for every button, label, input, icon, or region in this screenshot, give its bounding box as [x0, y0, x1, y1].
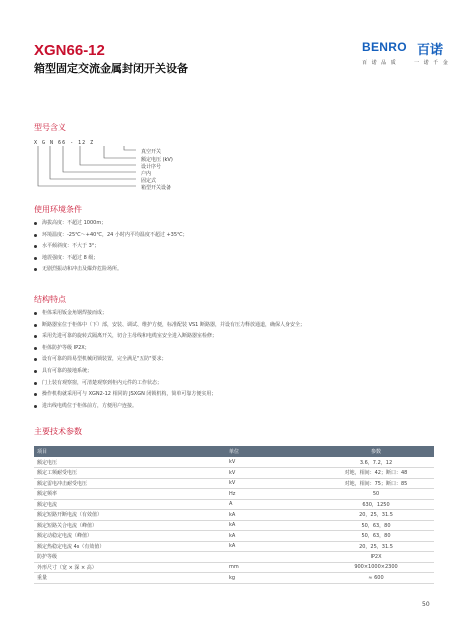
- table-row: [34, 541, 434, 552]
- table-row: [34, 468, 434, 479]
- table-cell: 防护等级: [34, 552, 226, 563]
- code-bracket: [104, 146, 136, 158]
- top-bar: [0, 0, 468, 8]
- table-cell: 额定短路开断电流（有效值）: [34, 510, 226, 521]
- section-title-features: 结构特点: [34, 295, 66, 304]
- table-row: [34, 520, 434, 531]
- list-item: 环境温度：-25℃～+40℃，24 小时内平均温度不超过 +35℃；: [34, 230, 188, 242]
- brand-logo-cn: 百诺: [417, 43, 444, 58]
- section-title-environment: 使用环境条件: [34, 205, 82, 214]
- list-item: 无剧烈振动和冲击及爆炸危险场所。: [34, 264, 188, 276]
- section-title-model-meaning: 型号含义: [34, 123, 66, 132]
- table-cell: kg: [226, 573, 318, 584]
- list-item: 操作机构就采用可与 XGN2-12 相同的 JSXGN 闭锁机构，简单可靠方便实用；: [34, 389, 305, 401]
- list-item: 断路器室位于柜体中（下）部，安装、调试、维护方便，标准配装 VS1 断路器，并设有压力释放通道，确保人身安全；: [34, 320, 305, 332]
- list-item: 水平倾斜度：不大于 3°；: [34, 241, 188, 253]
- code-bracket: [80, 146, 136, 165]
- table-cell: kA: [226, 510, 318, 521]
- list-item: 门上装有观察窗，可清楚观察到柜内元件的工作状态；: [34, 378, 305, 390]
- spec-table: [34, 446, 434, 584]
- table-cell: kA: [226, 520, 318, 531]
- brand-logo: [362, 38, 454, 72]
- table-cell: kV: [226, 478, 318, 489]
- table-cell: 20，25，31.5: [318, 510, 434, 521]
- list-item: 具有可靠的接地系统；: [34, 366, 305, 378]
- brand-tagline-right: 一 诺 千 金: [414, 60, 450, 66]
- table-cell: 额定频率: [34, 489, 226, 500]
- brand-tagline-left: 百 诺 品 质: [362, 60, 398, 66]
- table-row: [34, 562, 434, 573]
- table-cell: 额定雷电冲击耐受电压: [34, 478, 226, 489]
- table-cell: [226, 552, 318, 563]
- list-item: 进出线电缆位于柜体前方，方便用户连接。: [34, 401, 305, 413]
- column-header: 参数: [318, 446, 434, 457]
- table-cell: 重量: [34, 573, 226, 584]
- product-title: 箱型固定交流金属封闭开关设备: [34, 62, 188, 75]
- table-cell: kA: [226, 531, 318, 542]
- list-item: 柜体防护等级 IP2X；: [34, 343, 305, 355]
- table-row: [34, 531, 434, 542]
- environment-list: [34, 218, 188, 276]
- code-bracket: [38, 146, 136, 186]
- table-cell: 3.6，7.2，12: [318, 457, 434, 468]
- code-bracket: [124, 146, 136, 150]
- table-header-row: [34, 446, 434, 457]
- table-cell: 对地，相间：42；断口：48: [318, 468, 434, 479]
- table-row: [34, 478, 434, 489]
- code-label: 箱型开关设备: [141, 185, 172, 191]
- column-header: 项目: [34, 446, 226, 457]
- brand-logo-text: BENRO: [362, 40, 407, 54]
- list-item: 海拔高度：不超过 1000m；: [34, 218, 188, 230]
- table-cell: 630，1250: [318, 499, 434, 510]
- table-cell: 50: [318, 489, 434, 500]
- features-list: [34, 308, 305, 412]
- page-number: 50: [422, 601, 430, 608]
- table-cell: kV: [226, 468, 318, 479]
- table-cell: 额定电流: [34, 499, 226, 510]
- list-item: 地震强度：不超过 8 级；: [34, 253, 188, 265]
- table-row: [34, 457, 434, 468]
- code-label: 户内: [141, 171, 152, 177]
- table-row: [34, 489, 434, 500]
- table-cell: IP2X: [318, 552, 434, 563]
- section-title-specs: 主要技术参数: [34, 427, 82, 436]
- table-row: [34, 510, 434, 521]
- column-header: 单位: [226, 446, 318, 457]
- list-item: 设有可靠的简易型机械闭锁装置，完全满足"五防"要求；: [34, 354, 305, 366]
- code-label: 固定式: [141, 178, 157, 184]
- table-cell: A: [226, 499, 318, 510]
- table-cell: 额定短路关合电流（峰值）: [34, 520, 226, 531]
- table-cell: 50，63，80: [318, 531, 434, 542]
- table-cell: 额定动稳定电流（峰值）: [34, 531, 226, 542]
- table-cell: kV: [226, 457, 318, 468]
- table-cell: 额定热稳定电流 4s（有效值）: [34, 541, 226, 552]
- table-row: [34, 499, 434, 510]
- code-label: 真空开关: [141, 149, 162, 155]
- table-cell: 900×1000×2300: [318, 562, 434, 573]
- table-cell: kA: [226, 541, 318, 552]
- table-row: [34, 552, 434, 563]
- table-cell: 对地，相间：75；断口：85: [318, 478, 434, 489]
- table-cell: 外形尺寸（宽 × 深 × 高）: [34, 562, 226, 573]
- model-number: XGN66-12: [34, 42, 105, 59]
- table-cell: ≈ 600: [318, 573, 434, 584]
- table-cell: 20，25，31.5: [318, 541, 434, 552]
- code-label: 设计序号: [141, 164, 162, 170]
- table-cell: mm: [226, 562, 318, 573]
- table-cell: Hz: [226, 489, 318, 500]
- table-cell: 50，63，80: [318, 520, 434, 531]
- table-cell: 额定工频耐受电压: [34, 468, 226, 479]
- table-cell: 额定电压: [34, 457, 226, 468]
- table-row: [34, 573, 434, 584]
- code-label: 额定电压 (kV): [141, 157, 173, 163]
- list-item: 柜体采用钣金角钢焊接而成；: [34, 308, 305, 320]
- model-code: X G N 66 - 12 Z: [34, 140, 95, 146]
- list-item: 采用先进可靠的旋转式隔离开关，切合主母线和电缆室安全进入断路器室检修；: [34, 331, 305, 343]
- model-code-diagram: [36, 146, 146, 188]
